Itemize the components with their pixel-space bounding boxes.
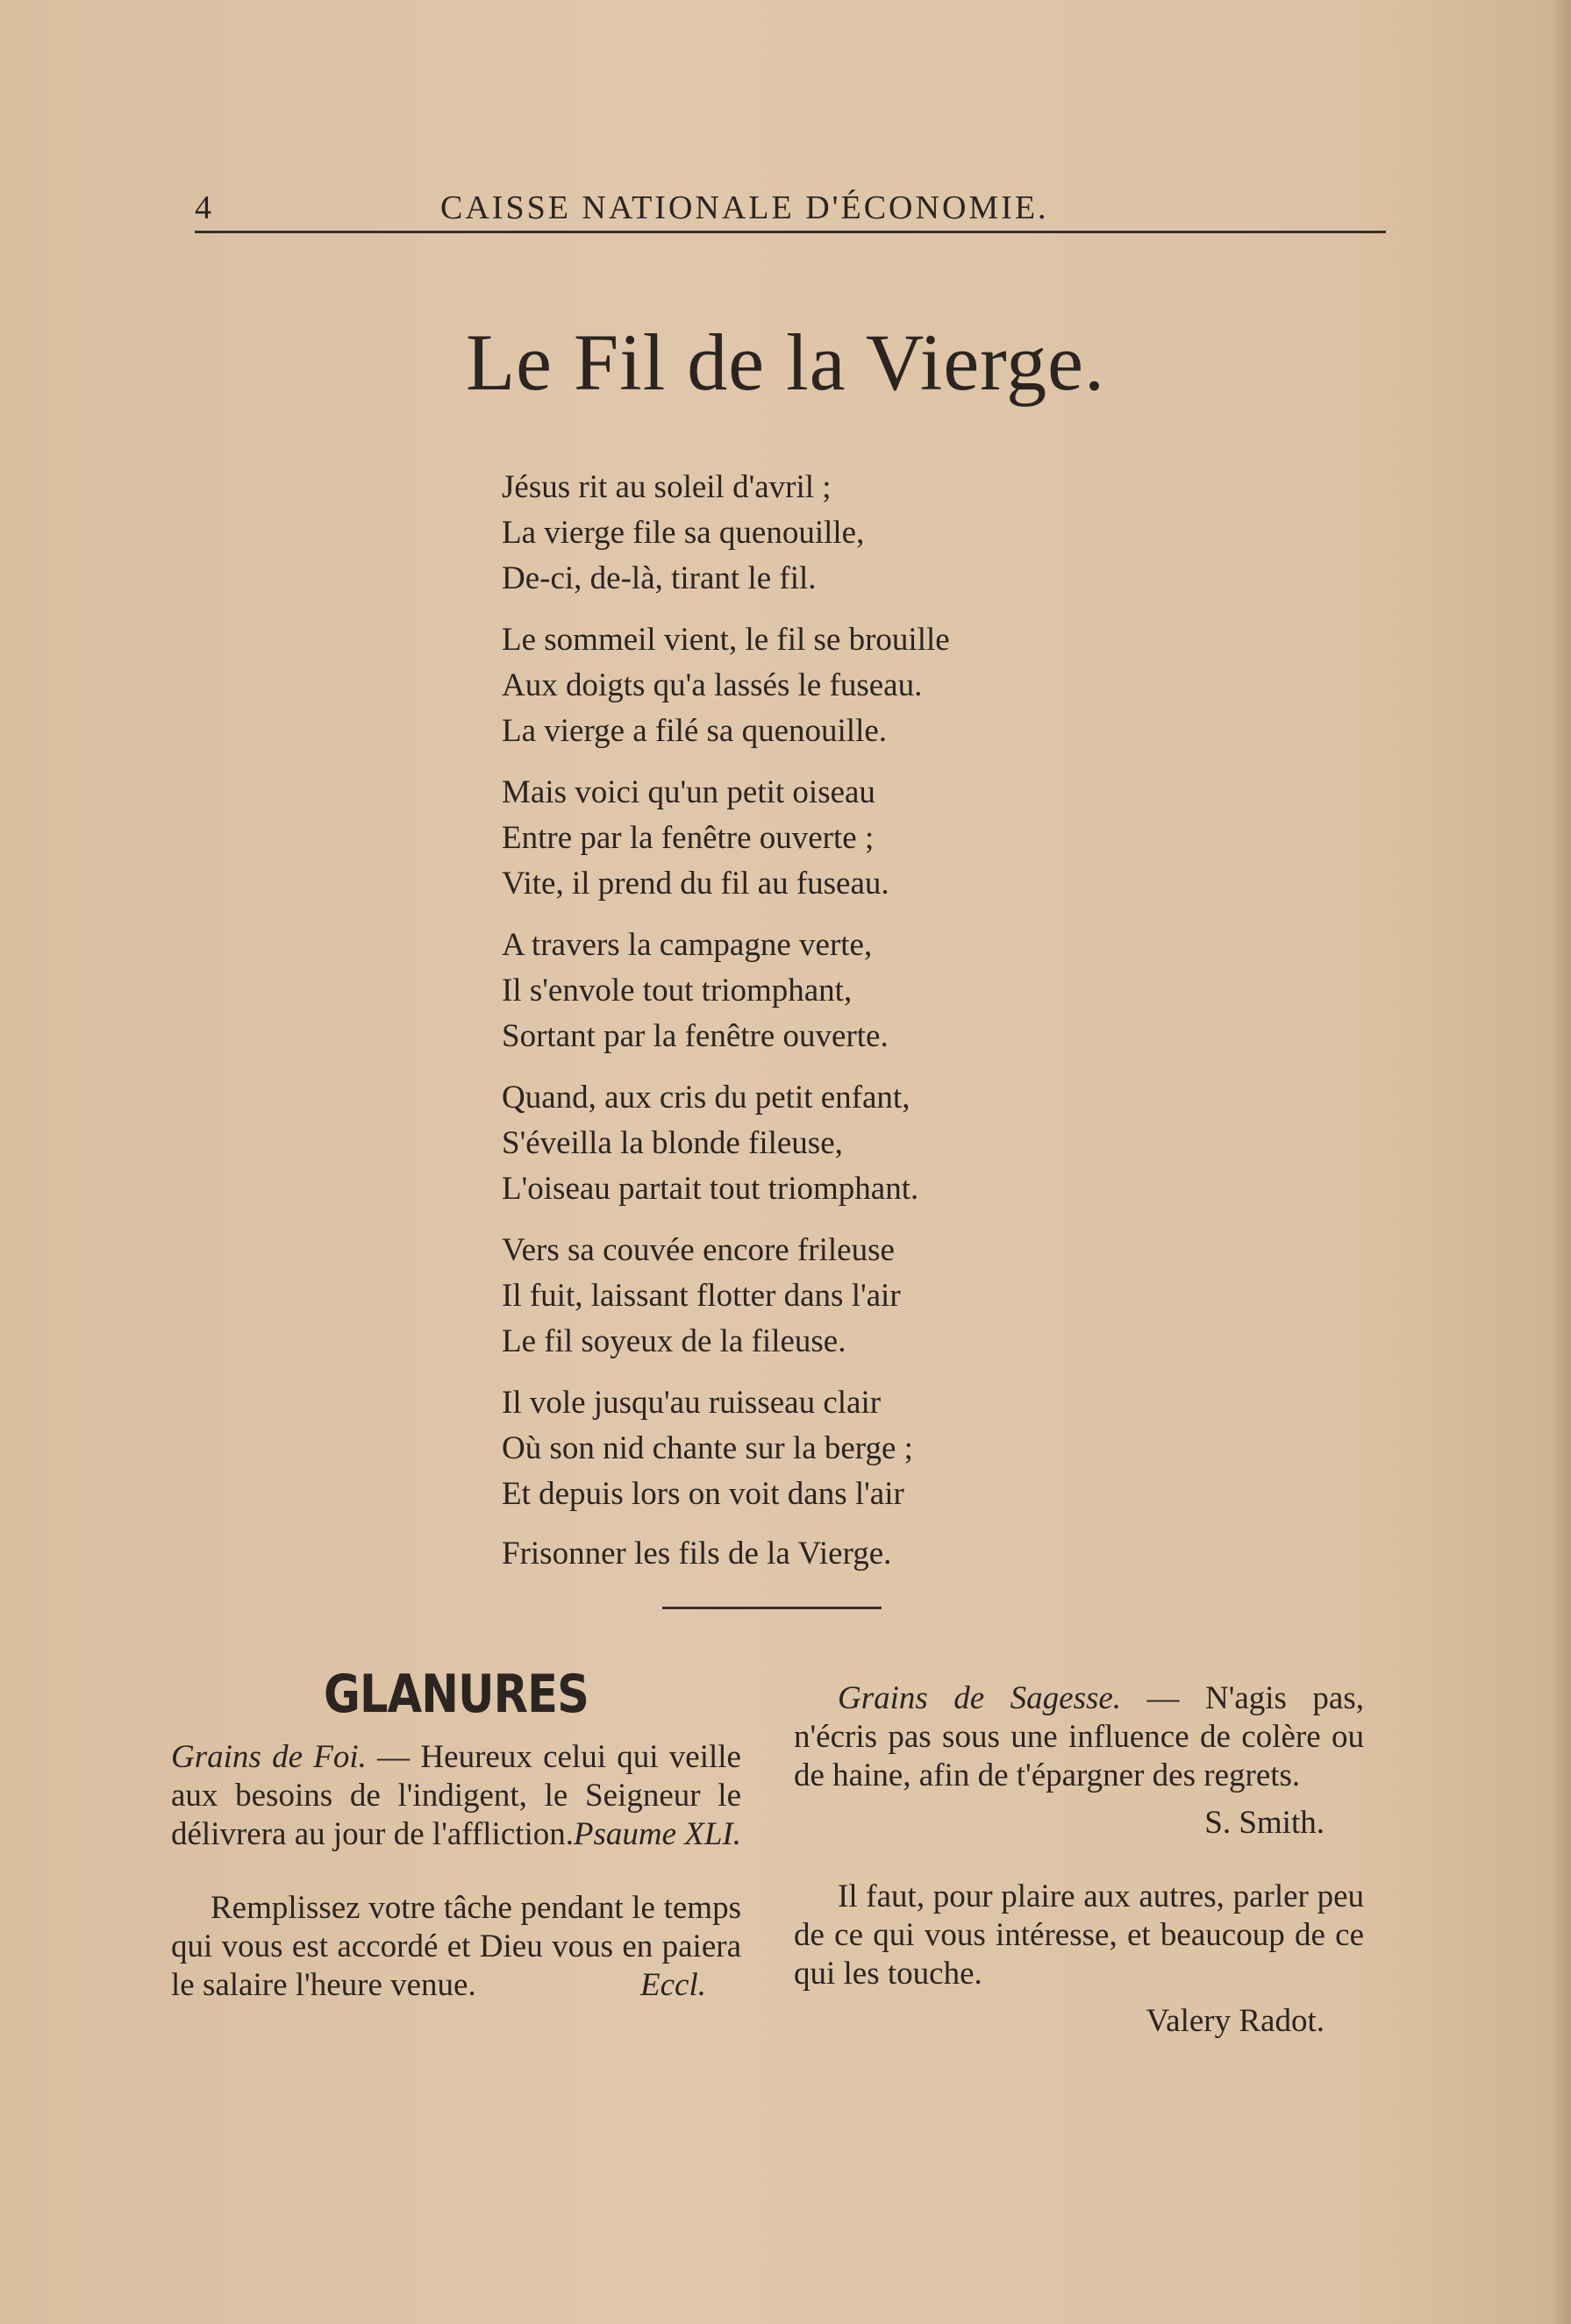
header-rule xyxy=(195,231,1386,233)
page-number: 4 xyxy=(195,189,211,226)
poem-line: Sortant par la fenêtre ouverte. xyxy=(502,1018,889,1054)
maxim-text: Il faut, pour plaire aux autres, parler peu de ce qui vous intéresse, et beaucoup de ce qui les touche. xyxy=(794,1878,1364,1992)
poem-line: De-ci, de-là, tirant le fil. xyxy=(502,560,817,596)
maxim-author: S. Smith. xyxy=(1204,1805,1325,1841)
poem-line: Frisonner les fils de la Vierge. xyxy=(502,1536,892,1572)
poem-line: Il s'envole tout triomphant, xyxy=(502,973,853,1009)
poem-line: Vite, il prend du fil au fuseau. xyxy=(502,866,889,902)
maxim-paragraph xyxy=(794,1878,1364,1993)
stanza xyxy=(502,617,1168,754)
poem-line: A travers la campagne verte, xyxy=(502,927,873,963)
poem-line: Il vole jusqu'au ruisseau clair xyxy=(502,1385,882,1421)
section-divider xyxy=(662,1607,882,1609)
stanza xyxy=(502,1380,1168,1577)
maxim-paragraph xyxy=(794,1679,1364,1795)
poem-line: Où son nid chante sur la berge ; xyxy=(502,1430,913,1466)
glanures-right-column xyxy=(794,1679,1364,2076)
poem-line: Mais voici qu'un petit oiseau xyxy=(502,774,875,810)
stanza xyxy=(502,1075,1168,1212)
poem-title: Le Fil de la Vierge. xyxy=(465,317,1105,407)
maxim-text: Remplissez votre tâche pendant le temps qui vous est accordé et Dieu vous en paiera le salaire l'heure venue. xyxy=(171,1890,741,2003)
poem-line: Il fuit, laissant flotter dans l'air xyxy=(502,1278,901,1314)
section-heading: GLANURES xyxy=(324,1664,589,1725)
maxim-text: — N'agis pas, n'écris pas sous une influence de colère ou de haine, afin de t'épargner des regrets. xyxy=(794,1680,1364,1793)
stanza xyxy=(502,770,1168,907)
running-header xyxy=(195,189,1386,232)
poem-line: Entre par la fenêtre ouverte ; xyxy=(502,820,875,856)
poem-line: Jésus rit au soleil d'avril ; xyxy=(502,469,832,505)
maxim-lead: Grains de Sagesse. xyxy=(838,1680,1122,1716)
maxim-paragraph xyxy=(171,1889,741,2005)
poem-body xyxy=(502,465,1168,1593)
maxim-lead: Grains de Foi. xyxy=(171,1739,367,1775)
stanza xyxy=(502,465,1168,602)
maxim-author: Valery Radot. xyxy=(1146,2003,1325,2039)
poem-line: Et depuis lors on voit dans l'air xyxy=(502,1476,904,1512)
poem-line: L'oiseau partait tout triomphant. xyxy=(502,1171,919,1207)
running-title: CAISSE NATIONALE D'ÉCONOMIE. xyxy=(440,189,1049,226)
maxim-source: Psaume XLI. xyxy=(573,1816,741,1852)
glanures-left-column xyxy=(171,1664,741,2040)
poem-line: La vierge a filé sa quenouille. xyxy=(502,713,888,749)
poem-line: Le sommeil vient, le fil se brouille xyxy=(502,622,950,658)
poem-line: Le fil soyeux de la fileuse. xyxy=(502,1323,846,1359)
poem-line: Aux doigts qu'a lassés le fuseau. xyxy=(502,667,923,703)
poem-line: S'éveilla la blonde fileuse, xyxy=(502,1125,843,1161)
poem-line: Quand, aux cris du petit enfant, xyxy=(502,1080,910,1116)
maxim-text: — Heureux celui qui veille aux besoins de l'indigent, le Seigneur le délivrera au jour de l'affliction. xyxy=(171,1739,741,1852)
stanza xyxy=(502,1228,1168,1365)
maxim-source: Eccl. xyxy=(640,1967,706,2003)
poem-line: La vierge file sa quenouille, xyxy=(502,515,865,551)
poem-line: Vers sa couvée encore frileuse xyxy=(502,1232,895,1268)
maxim-paragraph xyxy=(171,1738,741,1854)
stanza xyxy=(502,923,1168,1059)
